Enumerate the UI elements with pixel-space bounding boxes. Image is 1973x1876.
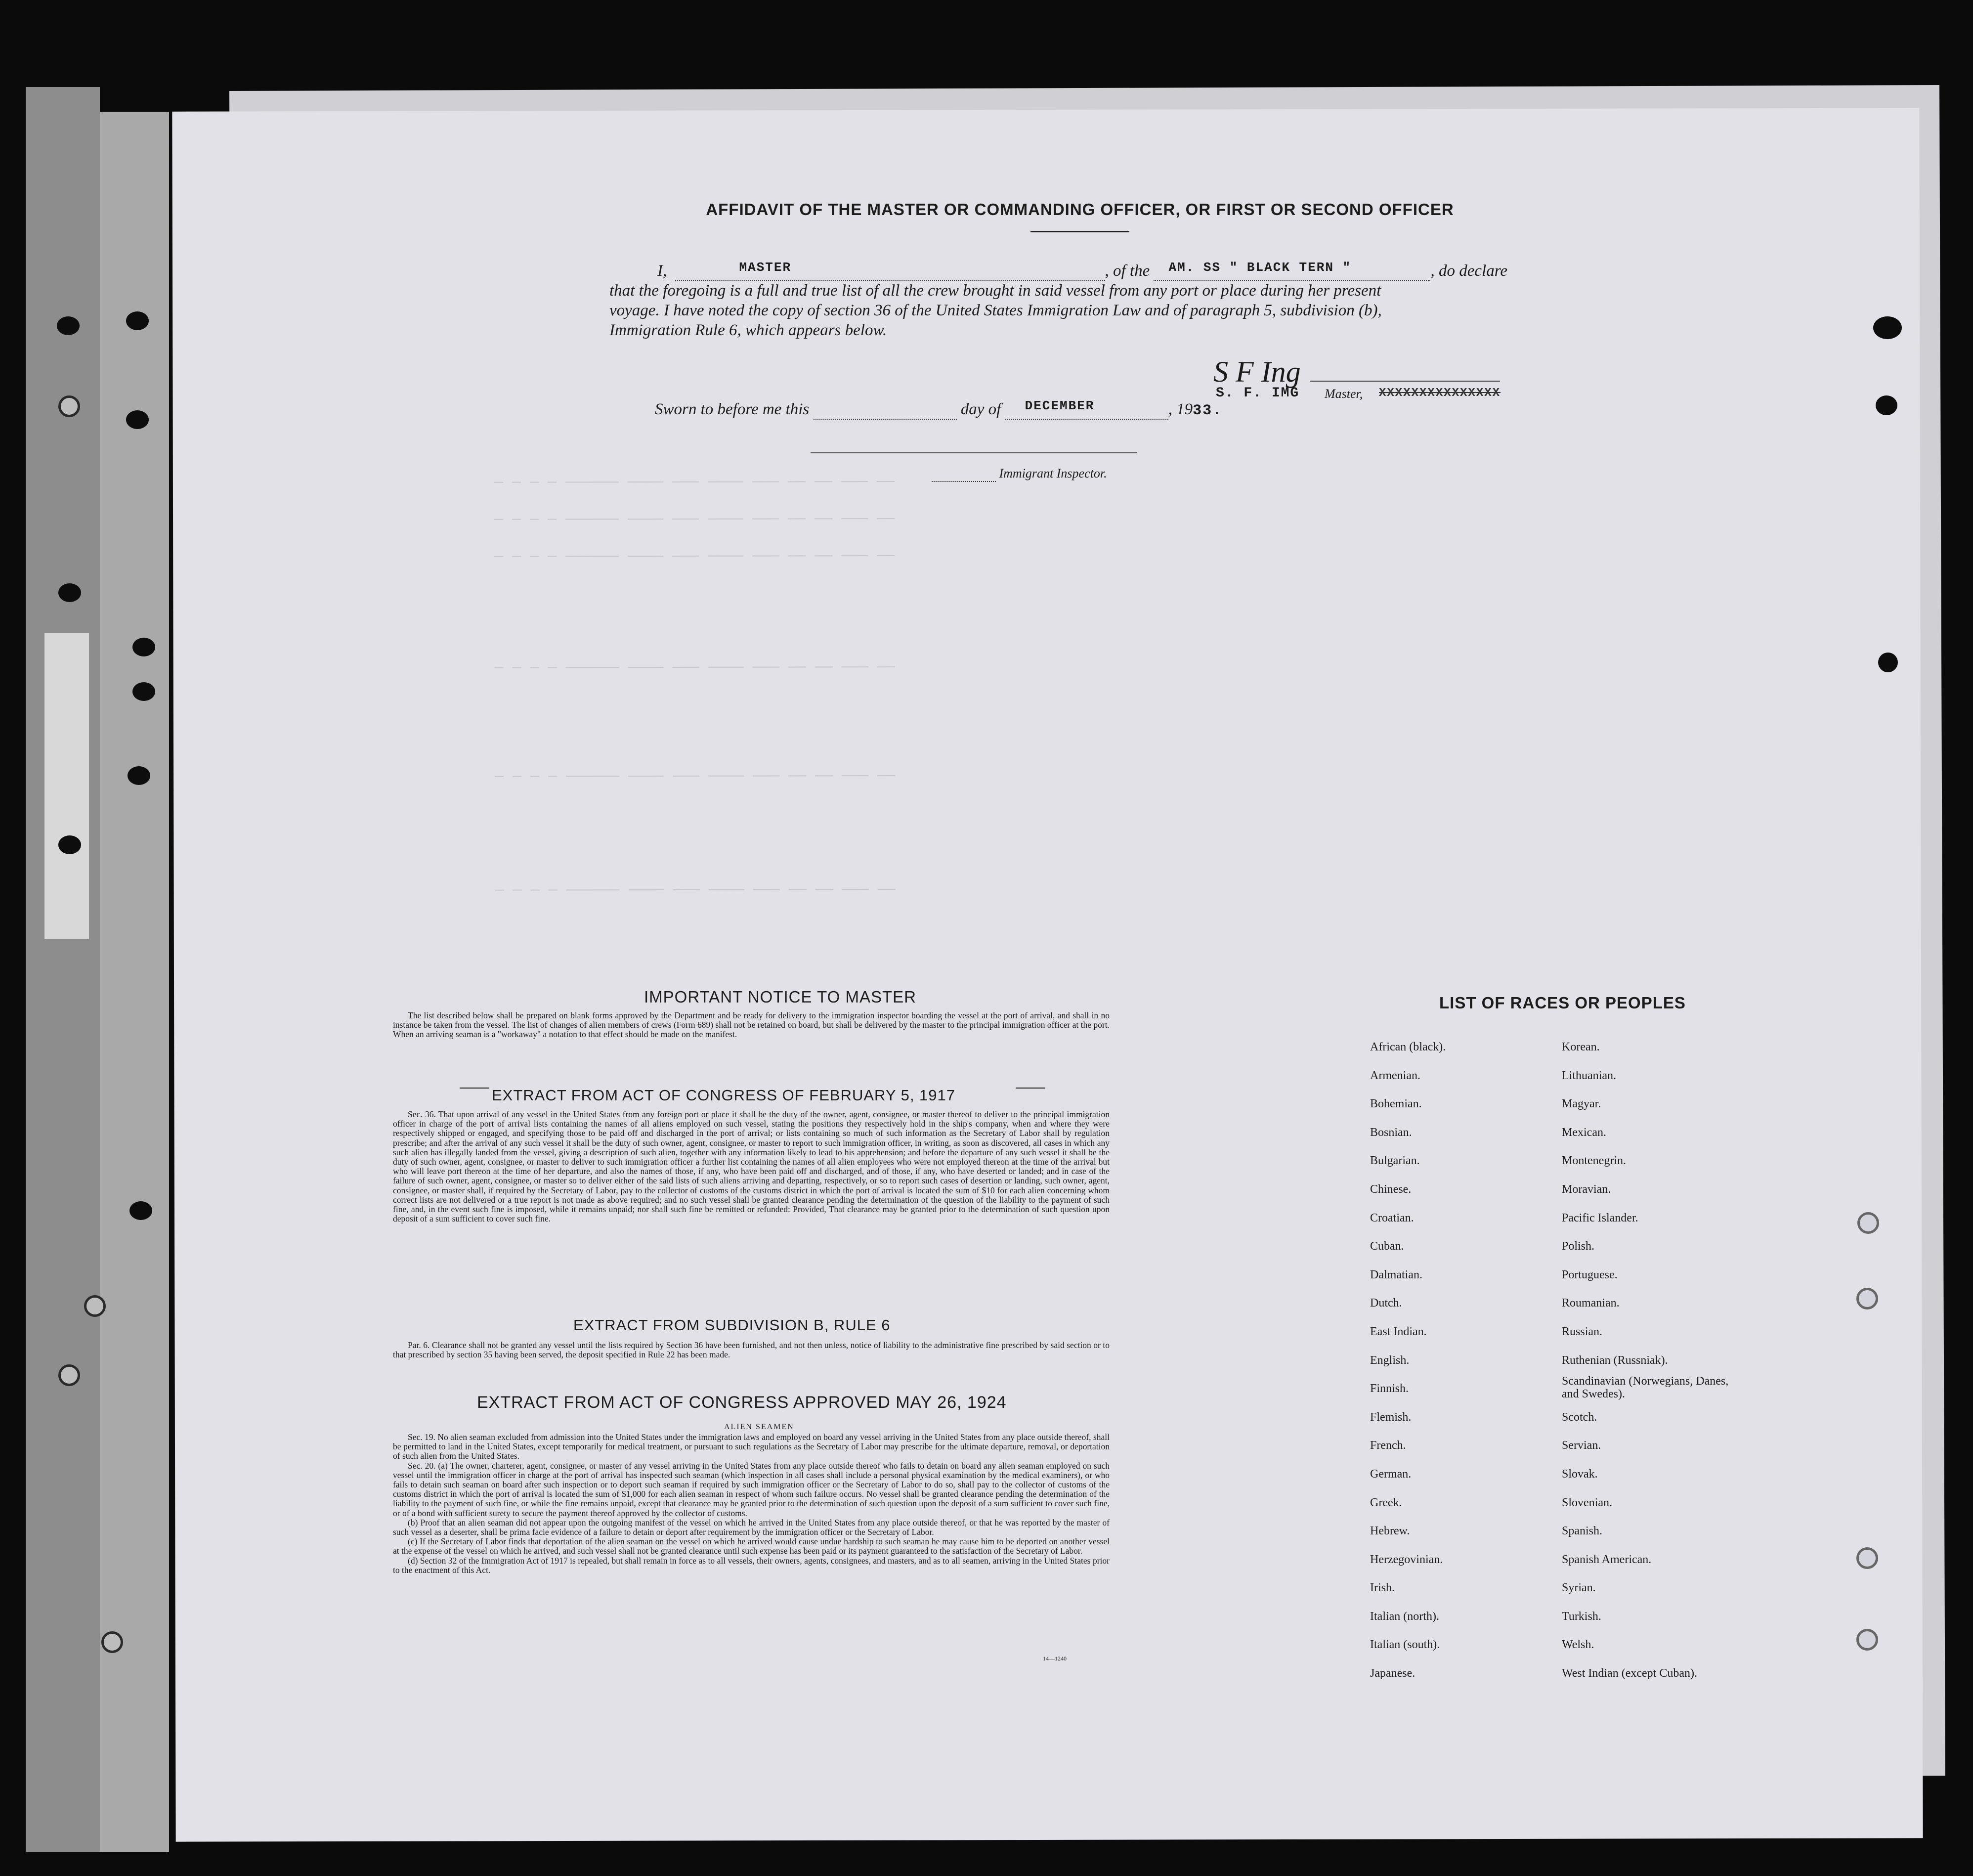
race-item: French. <box>1370 1439 1406 1452</box>
line1-mid: , of the <box>1105 262 1150 280</box>
stamp: S. F. IMG <box>1216 386 1300 401</box>
affidavit-title: AFFIDAVIT OF THE MASTER OR COMMANDING OFFICER, OR FIRST OR SECOND OFFICER <box>706 200 1454 218</box>
sworn-prefix: Sworn to before me this <box>655 400 810 418</box>
race-item: Mexican. <box>1562 1126 1606 1139</box>
punch-hole <box>1856 1288 1878 1309</box>
race-item: Lithuanian. <box>1562 1069 1616 1082</box>
punch-hole <box>128 766 150 785</box>
races-column-1 <box>1370 1033 1446 1688</box>
race-item: Chinese. <box>1370 1182 1412 1196</box>
race-item: Flemish. <box>1370 1410 1412 1424</box>
race-item: Syrian. <box>1562 1581 1596 1595</box>
line1-suffix: , do declare <box>1430 262 1507 280</box>
race-item: Finnish. <box>1370 1382 1409 1396</box>
race-item: Japanese. <box>1370 1667 1415 1680</box>
line1-prefix: I, <box>657 262 667 280</box>
punch-hole <box>126 410 149 429</box>
punch-hole <box>1856 1629 1878 1651</box>
race-item: Greek. <box>1370 1496 1402 1509</box>
signature-role: Master, <box>1325 387 1363 401</box>
extract-rule6-title: EXTRACT FROM SUBDIVISION B, RULE 6 <box>573 1316 891 1334</box>
punch-hole <box>84 1295 106 1317</box>
form-number: 14—1240 <box>1043 1655 1067 1662</box>
extract-1924-title: EXTRACT FROM ACT OF CONGRESS APPROVED MAY 26, 1924 <box>477 1393 1007 1412</box>
affidavit-line-2: that the foregoing is a full and true list of all the crew brought in said vessel from any port or place during her present <box>609 282 1381 300</box>
notice-title: IMPORTANT NOTICE TO MASTER <box>644 988 917 1006</box>
year-typed: 33. <box>1193 402 1223 419</box>
race-item: Dalmatian. <box>1370 1268 1422 1281</box>
race-item: Bosnian. <box>1370 1126 1412 1139</box>
month-typed: DECEMBER <box>1025 398 1095 413</box>
races-column-2 <box>1562 1033 1740 1688</box>
race-item: Montenegrin. <box>1562 1154 1626 1168</box>
extract-rule6-body <box>393 1341 1110 1359</box>
race-item: Italian (north). <box>1370 1610 1439 1623</box>
vessel-typed: AM. SS " BLACK TERN " <box>1168 260 1352 275</box>
race-item: Welsh. <box>1562 1638 1594 1652</box>
affidavit-line-3: voyage. I have noted the copy of section 36 of the United States Immigration Law and of paragraph 5, subdivision (b), <box>609 302 1382 319</box>
extract-1924-paragraph: Sec. 19. No alien seaman excluded from admission into the United States under the immigration laws and employed on board any vessel arriving in the United States from any place outside thereof, shall be permitted to land in the United States, except temporarily for medical treatment, or pursuant to such regulations as the Secretary of Labor may prescribe for the ultimate departure, removal, or deportation of such alien from the United States. <box>393 1432 1110 1461</box>
affidavit-line-1 <box>657 262 1507 281</box>
signature-line <box>1310 381 1500 382</box>
race-item: Slovak. <box>1562 1467 1598 1481</box>
punch-hole <box>1873 316 1902 339</box>
race-item: Hebrew. <box>1370 1525 1410 1538</box>
races-title: LIST OF RACES OR PEOPLES <box>1439 994 1686 1012</box>
race-item: Irish. <box>1370 1581 1395 1595</box>
binding-strip <box>100 112 169 1852</box>
punch-hole <box>132 638 155 656</box>
struck-text: XXXXXXXXXXXXXXX <box>1379 387 1501 400</box>
race-item: Korean. <box>1562 1041 1600 1053</box>
race-item: Portuguese. <box>1562 1268 1618 1281</box>
inspector-label-text: Immigrant Inspector. <box>999 466 1107 480</box>
year-prefix: , 19 <box>1168 400 1193 418</box>
punch-hole <box>58 1364 80 1386</box>
race-item: Roumanian. <box>1562 1297 1620 1310</box>
punch-hole <box>58 583 81 602</box>
race-item: Servian. <box>1562 1439 1601 1452</box>
punch-hole <box>126 311 149 330</box>
race-item: Spanish. <box>1562 1525 1603 1538</box>
binding-strip-paper <box>44 633 89 939</box>
race-item: Dutch. <box>1370 1297 1402 1310</box>
extract-1917-paragraph: Sec. 36. That upon arrival of any vessel in the United States from any foreign port or place it shall be the duty of the owner, agent, consignee, or master thereof to deliver to the principal immigration officer in charge of the port of arrival lists containing the names of all aliens employed on such vessel, stating the positions they respectively hold in the ship's company, when and where they were respectively shipped or engaged, and specifying those to be paid off and discharged in the port of arrival; or lists containing so much of such information as the Secretary of Labor shall by regulation prescribe; and after the arrival of any such vessel it shall be the duty of such owner, agent, consignee, or master to report to such immigration officer, in writing, as soon as discovered, all cases in which any such alien has illegally landed from the vessel, giving a description of such alien, together with any information likely to lead to his apprehension; and before the departure of any such vessel it shall be the duty of such owner, agent, consignee, or master to deliver to such immigration officer a further list containing the names of all alien employees who were not employed thereon at the time of the arrival but who will leave port thereon at the time of her departure, and also the names of those, if any, who have been paid off and discharged, and of those, if any, who have deserted or landed; and in case of the failure of such owner, agent, consignee, or master so to deliver either of the said lists of such aliens arriving and departing, respectively, or so to report such cases of desertion or landing, such owner, agent, consignee, or master shall, if required by the Secretary of Labor, pay to the collector of customs of the customs district in which the port of arrival is located the sum of $10 for each alien concerning whom correct lists are not delivered or a true report is not made as above required; and no such vessel shall be granted clearance pending the determination of the question of the liability to the payment of such fine, and, in the event such fine is imposed, while it remains unpaid; nor shall such fine be remitted or refunded: Provided, That clearance may be granted prior to the determination of such question upon deposit of a sum sufficient to cover such fine. <box>393 1109 1110 1224</box>
affidavit-line-4: Immigration Rule 6, which appears below. <box>609 321 887 339</box>
race-item: Scandinavian (Norwegians, Danes, and Swedes). <box>1562 1375 1729 1401</box>
extract-1917-body <box>393 1110 1110 1223</box>
race-item: German. <box>1370 1467 1412 1481</box>
punch-hole <box>1857 1212 1879 1234</box>
notice-paragraph: The list described below shall be prepared on blank forms approved by the Department and be ready for delivery to the immigration inspector boarding the vessel at the port of arrival, and shall in no instance be taken from the vessel. The list of changes of alien members of crews (Form 689) shall not be retained on board, but shall be delivered by the master to the principal immigration officer at the port. When an arriving seaman is a "workaway" a notation to that effect should be made on the manifest. <box>393 1010 1110 1040</box>
race-item: Bulgarian. <box>1370 1154 1420 1168</box>
race-item: Magyar. <box>1562 1097 1601 1111</box>
punch-hole <box>129 1201 152 1220</box>
divider <box>1016 1088 1045 1089</box>
binding-strip <box>26 87 100 1852</box>
punch-hole <box>132 682 155 701</box>
race-item: English. <box>1370 1353 1410 1367</box>
name-typed: MASTER <box>739 260 792 275</box>
punch-hole <box>1876 395 1897 415</box>
extract-1924-body <box>393 1433 1110 1575</box>
punch-hole <box>58 395 80 417</box>
extract-1924-paragraph: (d) Section 32 of the Immigration Act of 1917 is repealed, but shall remain in force as to all vessels, their owners, agents, consignees, and masters, and as to all seamen, arriving in the United States prior to the enactment of this Act. <box>393 1555 1110 1575</box>
race-item: Cuban. <box>1370 1240 1404 1253</box>
extract-1924-paragraph: (c) If the Secretary of Labor finds that deportation of the alien seaman on the vessel on which he arrived would cause undue hardship to such seaman he may cause him to be deported on another vessel at the expense of the vessel on which he arrived, and such vessel shall not be granted clearance until such expense has been paid or its payment guaranteed to the satisfaction of the Secretary of Labor. <box>393 1536 1110 1556</box>
extract-rule6-paragraph: Par. 6. Clearance shall not be granted any vessel until the lists required by Section 36 have been furnished, and not then unless, notice of liability to the administrative fine prescribed by said section or to that prescribed by section 35 having been served, the deposit specified in Rule 22 has been made. <box>393 1340 1110 1360</box>
notice-body <box>393 1011 1110 1040</box>
race-item: Russian. <box>1562 1325 1603 1338</box>
signature: S F Ing <box>1213 355 1301 388</box>
race-item: Moravian. <box>1562 1182 1611 1196</box>
punch-hole <box>1878 653 1898 672</box>
divider <box>1030 231 1129 232</box>
inspector-signature-line <box>811 452 1137 453</box>
extract-1924-paragraph: Sec. 20. (a) The owner, charterer, agent, consignee, or master of any vessel arriving in the United States from any place outside thereof who fails to detain on board any alien seaman employed on such vessel until the immigration officer in charge at the port of arrival has inspected such seaman (which inspection in all cases shall include a personal physical examination by the medical examiners), or who fails to detain such seaman on board after such inspection or to deport such seaman if required by such immigration officer or the Secretary of Labor to do so, shall pay to the collector of customs of the customs district in which the port of arrival is located the sum of $1,000 for each alien seaman in respect of whom such failure occurs. No vessel shall be granted clearance pending the determination of the liability to the payment of such fine, or while the fine remains unpaid, except that clearance may be granted prior to the determination of such question upon the deposit of a sum sufficient to cover such fine, or of a bond with sufficient surety to secure the payment thereof approved by the collector of customs. <box>393 1460 1110 1518</box>
divider <box>460 1088 489 1089</box>
extract-1924-paragraph: (b) Proof that an alien seaman did not appear upon the outgoing manifest of the vessel on which he arrived in the United States from any place outside thereof, or that he was reported by the master of such vessel as a deserter, shall be prima facie evidence of a failure to detain or deport after requirement by the immigration officer or the Secretary of Labor. <box>393 1517 1110 1537</box>
race-item: Bohemian. <box>1370 1097 1422 1111</box>
race-item: Herzegovinian. <box>1370 1553 1443 1566</box>
document-page: — — — — —————— ———— ——— ———— ——— —— —— ——— —— — — — — —————— ———— ——— ———— ——— —— —— ——— —— — — — — —————— ———— ——— ———— ——— —— —— ——— —— — — — — —————— ———— ——— ———— ——— —— —— ——— —— — — — — —————— ———— ——— ———— ——— —— —— ——— —— — — — — —————— ———— ——— ———— ——— —— —— ——— —— <box>172 108 1923 1841</box>
race-item: African (black). <box>1370 1041 1446 1053</box>
race-item: Spanish American. <box>1562 1553 1652 1566</box>
race-item: Slovenian. <box>1562 1496 1612 1509</box>
race-item: Italian (south). <box>1370 1638 1440 1652</box>
punch-hole <box>1856 1547 1878 1569</box>
race-item: Turkish. <box>1562 1610 1601 1623</box>
race-item: Pacific Islander. <box>1562 1211 1638 1224</box>
race-item: West Indian (except Cuban). <box>1562 1667 1697 1680</box>
race-item: Scotch. <box>1562 1410 1597 1424</box>
race-item: East Indian. <box>1370 1325 1427 1338</box>
punch-hole <box>57 316 80 335</box>
sworn-line <box>655 400 1222 420</box>
punch-hole <box>101 1631 123 1653</box>
race-item: Croatian. <box>1370 1211 1414 1224</box>
race-item: Ruthenian (Russniak). <box>1562 1353 1668 1367</box>
extract-1917-title: EXTRACT FROM ACT OF CONGRESS OF FEBRUARY 5, 1917 <box>492 1087 956 1104</box>
extract-1924-subtitle: ALIEN SEAMEN <box>724 1423 794 1431</box>
race-item: Armenian. <box>1370 1069 1420 1082</box>
race-item: Polish. <box>1562 1240 1595 1253</box>
sworn-day: day of <box>960 400 1001 418</box>
inspector-label <box>932 466 1107 482</box>
punch-hole <box>58 835 81 854</box>
